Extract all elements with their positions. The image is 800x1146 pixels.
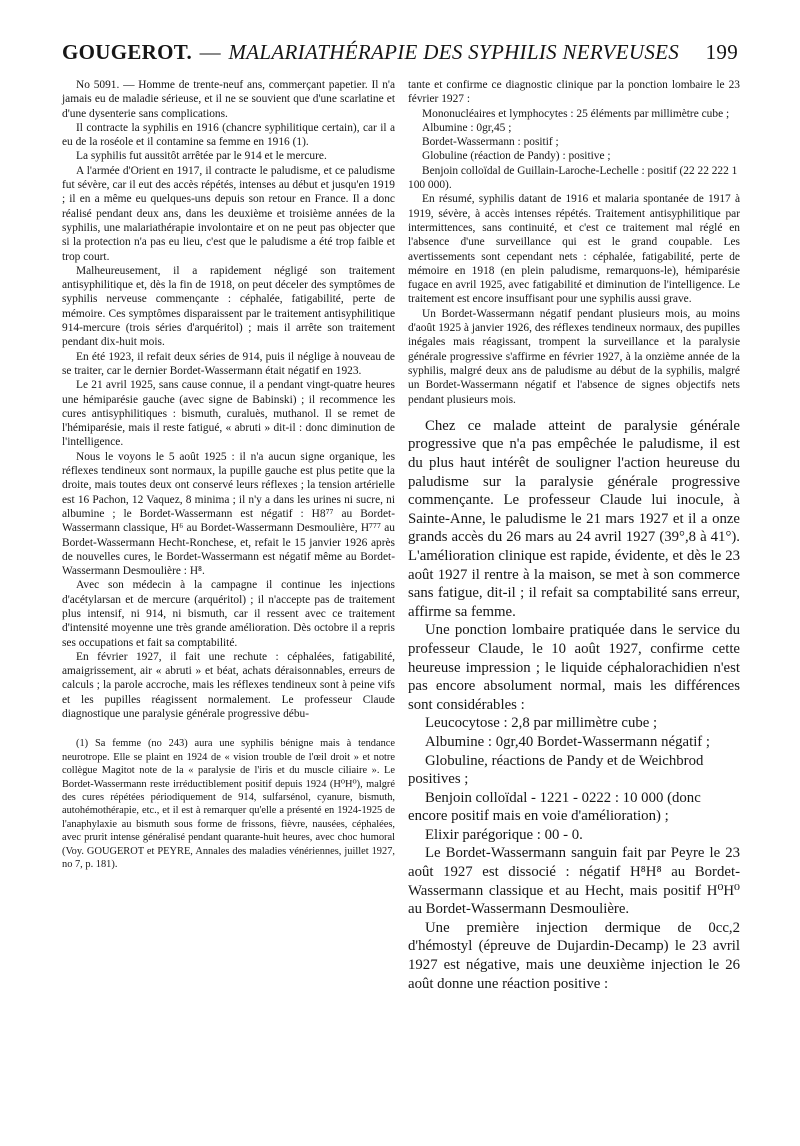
continuation-paragraph: tante et confirme ce diagnostic clinique par la ponction lombaire le 23 février 1927 : (408, 79, 740, 106)
summary-paragraph: En résumé, syphilis datant de 1916 et malaria spontanée de 1917 à 1919, sévère, à accès intenses répétés. Traitement antisyphilitique par intermittences, sans continuité, et c'est ce traitement mal réglé en l'absence d'une surveillance qui est le grand coupable. Les avertissements sont cependant nets : céphalée, fatigabilité, perte de mémoire en 1918 (en plein paludisme, remarquons-le), hémiparésie fugace en avril 1925, avec fatigabilité et diminution de l'intelligence. Le traitement est encore insuffisant pour une syphilis aussi grave. (408, 193, 740, 306)
page-number: 199 (705, 40, 738, 64)
case-paragraph: La syphilis fut aussitôt arrêtée par le 914 et le mercure. (76, 150, 327, 163)
header-title: MALARIATHÉRAPIE DES SYPHILIS NERVEUSES (228, 40, 680, 64)
body-paragraph: Chez ce malade atteint de paralysie générale progressive que n'a pas empêchée le paludisme, il est du plus haut intérêt de souligner l'action heureuse du paludisme sur la paralysie générale progressive commençante. Le professeur Claude lui inocule, à Sainte-Anne, le paludisme le 21 mars 1927 et il a onze grands accès du 26 mars au 24 avril 1927 (39°,8 à 41°). L'amélioration clinique est rapide, évidente, et dès le 23 août 1927 il rentre à la maison, se met à son commerce sans fatigue, dit-il ; il refait sa comptabilité sans erreur, affirme sa femme. (408, 417, 740, 620)
case-paragraph: Le 21 avril 1925, sans cause connue, il a pendant vingt-quatre heures une hémiparésie gauche (avec signe de Babinski) ; il recommence les cures antisyphilitiques : bismuth, curaluès, muthanol. Il se remet de l'hémiparésie, mais il reste fatigué, « abruti » dit-il : donc diminution de l'intelligence. (62, 379, 395, 449)
body-paragraph: Le Bordet-Wassermann sanguin fait par Peyre le 23 août 1927 est dissocié : négatif H⁸H⁸ au Bordet-Wassermann classique et au Hecht, mais positif H⁰H⁰ au Bordet-Wassermann Desmoulière. (408, 845, 740, 918)
right-small-text (408, 78, 740, 407)
lab-result-line: Benjoin colloïdal - 1221 - 0222 : 10 000 (donc encore positif mais en voie d'amélioration) ; (408, 789, 701, 825)
case-paragraph: En été 1923, il refait deux séries de 914, puis il néglige à nouveau de se traiter, car le dernier Bordet-Wassermann était négatif en 1923. (62, 350, 395, 377)
header-author: GOUGEROT. (62, 40, 193, 64)
csf-result-line: Albumine : 0gr,45 ; (422, 121, 512, 134)
lab-result-line: Elixir parégorique : 00 - 0. (425, 826, 583, 843)
lab-result-line: Leucocytose : 2,8 par millimètre cube ; (425, 715, 658, 732)
running-header (62, 40, 738, 70)
csf-result-line: Mononucléaires et lymphocytes : 25 éléments par millimètre cube ; (422, 107, 730, 120)
footnote (62, 737, 395, 871)
right-large-text (408, 417, 740, 993)
case-paragraph: Avec son médecin à la campagne il continue les injections d'acétylarsan et de mercure (arquéritol) ; il n'accepte pas de traitement plus intensif, ni 914, ni bismuth, car il ressent avec ce traitement d'intensité moyenne une très grande amélioration. Dès octobre il a repris ses occupations et fait sa comptabilité. (62, 579, 395, 649)
case-paragraph: Nous le voyons le 5 août 1925 : il n'a aucun signe organique, les réflexes tendineux sont normaux, la pupille gauche est plus petite que la droite, mais toutes deux ont conservé leurs réflexes ; la tension artérielle est 16 Pachon, 12 Vaquez, 8 minima ; il n'y a dans les urines ni sucre, ni albumine ; le Bordet-Wassermann est négatif : H8⁷⁷ au Bordet-Wassermann classique, H⁶ au Bordet-Wassermann Desmoulière, H⁷⁷⁷ au Bordet-Wassermann Hecht-Ronchese, et, refait le 15 janvier 1926 après de nouvelles cures, le Bordet-Wassermann est négatif même au Bordet-Wassermann Desmoulière : H⁸. (62, 450, 395, 578)
body-paragraph: Une première injection dermique de 0cc,2 d'hémostyl (épreuve de Dujardin-Decamp) le 23 avril 1927 est négative, mais une deuxième injection le 26 août donne une réaction positive : (408, 919, 740, 992)
body-paragraph: Une ponction lombaire pratiquée dans le service du professeur Claude, le 10 août 1927, confirme cette heureuse impression ; le liquide céphalorachidien n'est pas encore absolument normal, mais les différences sont considérables : (408, 622, 740, 713)
footnote-text: (1) Sa femme (no 243) aura une syphilis bénigne mais à tendance neurotrope. Elle se plaint en 1924 de « vision trouble de l'œil droit » et notre collègue Magitot note de la « paralysie de l'iris et du muscle ciliaire ». Le Bordet-Wassermann reste irréductiblement positif depuis 1924 (H⁰H⁰), malgré des cures répétées périodiquement de 914, sulfarsénol, cyanure, bismuth, autohémothérapie, etc., et il est à remarquer qu'elle a présenté en 1924-1925 de l'anaphylaxie au bismuth sous forme de frissons, fièvre, nausées, céphalées, avec prurit intense généralisé pendant quarante-huit heures, avec choc humoral (Voy. GOUGEROT et PEYRE, Annales des maladies vénériennes, juillet 1927, no 7, p. 181). (62, 738, 395, 871)
right-column (408, 78, 740, 993)
lab-result-line: Globuline, réactions de Pandy et de Weichbrod positives ; (408, 752, 704, 788)
case-paragraph: Malheureusement, il a rapidement négligé son traitement antisyphilitique et, dès la fin de 1918, on peut déceler des symptômes de syphilis nerveuse commençante : céphalée, fatigabilité, perte de mémoire. Ces symptômes disparaissent par le traitement antisyphilitique 914-mercure (trois séries d'arquéritol) ; mais il arrête son traitement pendant dix-huit mois. (62, 264, 395, 349)
case-paragraph: Il contracte la syphilis en 1916 (chancre syphilitique certain), car il a eu de la roséole et il contamine sa femme en 1916 (1). (62, 121, 395, 149)
case-paragraph: No 5091. — Homme de trente-neuf ans, commerçant papetier. Il n'a jamais eu de maladie sérieuse, et il ne se souvient que d'une scarlatine et d'une dysenterie sans complications. (62, 79, 395, 120)
case-paragraph: En février 1927, il fait une rechute : céphalées, fatigabilité, amaigrissement, air « abruti » et béat, achats déraisonnables, erreurs de calculs ; la parole accroche, mais les réflexes tendineux sont à peine vifs et les pupilles réagissent normalement. Le professeur Claude diagnostique une paralysie générale progressive débu- (62, 650, 395, 721)
left-column (62, 78, 395, 871)
csf-result-line: Bordet-Wassermann : positif ; (422, 136, 559, 149)
lab-result-line: Albumine : 0gr,40 Bordet-Wassermann négatif ; (425, 733, 711, 750)
header-separator: — (199, 40, 221, 64)
csf-result-line: Globuline (réaction de Pandy) : positive ; (422, 150, 611, 163)
csf-result-line: Benjoin colloïdal de Guillain-Laroche-Lechelle : positif (22 22 222 1 100 000). (408, 164, 738, 192)
case-paragraph: A l'armée d'Orient en 1917, il contracte le paludisme, et ce paludisme fut sévère, car il eut des accès répétés, intenses au début et jusqu'en 1919 ; il en a même eu quelques-uns depuis son retour en France. Il a donc réalisé pendant deux ans, dans les deuxième et troisième années de la syphilis, une malariathérapie involontaire et on ne peut pas objecter que si la protection n'a pas eu lieu, c'est que le paludisme a été trop faible et trop court. (62, 164, 395, 263)
summary-paragraph: Un Bordet-Wassermann négatif pendant plusieurs mois, au moins d'août 1925 à janvier 1926, des réflexes tendineux normaux, des pupilles inégales mais réagissant, trompent la surveillance et la paralysie générale progressive s'affirme en février 1927, à la onzième année de la syphilis, malgré deux ans de paludisme au début de la syphilis, malgré un Bordet-Wassermann négatif et l'absence de signes objectifs nets pendant plusieurs mois. (408, 307, 740, 406)
